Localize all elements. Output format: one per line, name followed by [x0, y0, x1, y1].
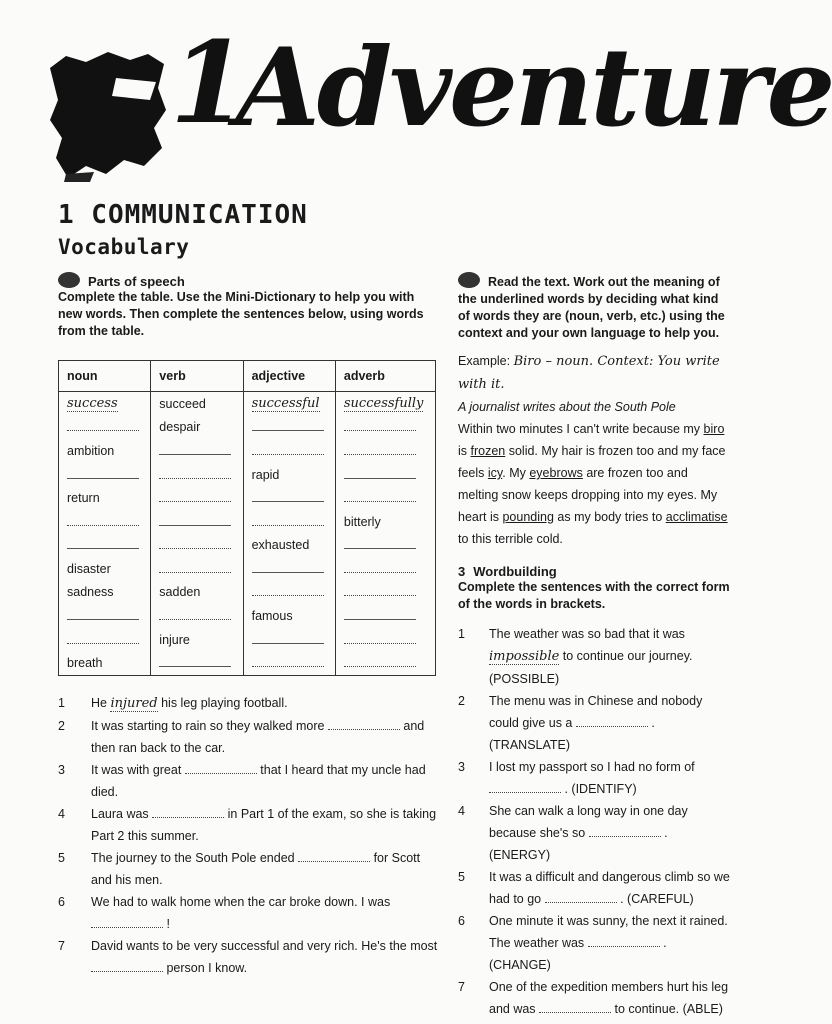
- table-cell: rapid: [243, 463, 335, 487]
- table-cell[interactable]: [335, 651, 435, 675]
- wordbuilding-item: 5 It was a difficult and dangerous climb so we had to go . (CAREFUL): [458, 870, 730, 906]
- table-cell: successful: [243, 392, 335, 416]
- underlined-word: eyebrows: [529, 466, 583, 480]
- table-cell: success: [59, 392, 151, 416]
- unit-title: Adventure: [236, 25, 832, 151]
- answer-blank[interactable]: [159, 538, 231, 549]
- wordbuilding-item: 1 The weather was so bad that it was impossible to continue our journey. (POSSIBLE): [458, 627, 693, 686]
- table-row: [59, 510, 436, 534]
- answer-blank[interactable]: [589, 826, 661, 837]
- answer-blank[interactable]: [489, 782, 561, 793]
- underlined-word: acclimatise: [665, 510, 728, 524]
- handwritten-answer: impossible: [489, 649, 560, 664]
- table-cell[interactable]: [335, 463, 435, 487]
- table-cell: successfully: [335, 392, 435, 416]
- answer-blank[interactable]: [344, 538, 416, 549]
- answer-blank[interactable]: [298, 851, 370, 862]
- sentence-item: 5 The journey to the South Pole ended for Scott and his men.: [58, 851, 421, 887]
- answer-blank[interactable]: [344, 656, 416, 667]
- table-row: [59, 439, 436, 463]
- exercise-3-number: 3: [458, 564, 466, 579]
- answer-blank[interactable]: [545, 892, 617, 903]
- sentence-item: 1 He injured his leg playing football.: [58, 696, 288, 711]
- answer-blank[interactable]: [252, 420, 324, 431]
- answer-blank[interactable]: [252, 585, 324, 596]
- table-cell[interactable]: [59, 533, 151, 557]
- table-cell[interactable]: [335, 533, 435, 557]
- table-row: [59, 392, 436, 416]
- table-cell[interactable]: [335, 628, 435, 652]
- sentence-item: 2 It was starting to rain so they walked more and then ran back to the car.: [58, 719, 425, 755]
- exercise-1-heading: Parts of speech: [58, 272, 438, 289]
- table-cell[interactable]: [243, 510, 335, 534]
- table-cell[interactable]: [151, 651, 243, 675]
- exercise-2-example: Example: Biro – noun. Context: You write with it.: [458, 354, 720, 392]
- table-cell[interactable]: [335, 604, 435, 628]
- table-row: [59, 416, 436, 440]
- table-cell[interactable]: [243, 486, 335, 510]
- table-cell[interactable]: [243, 628, 335, 652]
- sentence-item: 4 Laura was in Part 1 of the exam, so she is taking Part 2 this summer.: [58, 807, 437, 843]
- answer-blank[interactable]: [91, 917, 163, 928]
- table-cell[interactable]: [151, 533, 243, 557]
- table-cell[interactable]: [243, 557, 335, 581]
- table-header-adverb: adverb: [335, 361, 435, 392]
- answer-blank[interactable]: [159, 444, 231, 455]
- table-row: [59, 557, 436, 581]
- table-cell[interactable]: [335, 557, 435, 581]
- table-header-noun: noun: [59, 361, 151, 392]
- answer-blank[interactable]: [159, 562, 231, 573]
- brush-stroke-decoration: [46, 48, 170, 182]
- answer-blank[interactable]: [159, 656, 231, 667]
- unit-number: 1: [170, 18, 248, 149]
- exercise-1-sentences: [58, 692, 438, 979]
- sentence-item: 7 David wants to be very successful and very rich. He's the most person I know.: [58, 939, 438, 975]
- table-cell[interactable]: [335, 486, 435, 510]
- sentence-item: 6 We had to walk home when the car broke down. I was !: [58, 895, 391, 931]
- exercise-3-items: [458, 623, 730, 1020]
- table-cell[interactable]: [59, 416, 151, 440]
- underlined-word: icy: [487, 466, 503, 480]
- underlined-word: pounding: [502, 510, 554, 524]
- exercise-2-badge-icon: [458, 272, 480, 288]
- answer-blank[interactable]: [67, 468, 139, 479]
- table-cell[interactable]: [59, 510, 151, 534]
- answer-blank[interactable]: [185, 763, 257, 774]
- reading-intro: A journalist writes about the South Pole: [458, 400, 676, 414]
- exercise-1-instruction: Complete the table. Use the Mini-Dictionary to help you with new words. Then complete the sentences below, using words from the table.: [58, 290, 424, 338]
- exercise-3-instruction: Complete the sentences with the correct form of the words in brackets.: [458, 580, 730, 611]
- table-cell[interactable]: [151, 557, 243, 581]
- exercise-3: [458, 564, 730, 1020]
- answer-blank[interactable]: [344, 468, 416, 479]
- underlined-word: frozen: [470, 444, 506, 458]
- table-header-verb: verb: [151, 361, 243, 392]
- table-cell[interactable]: [59, 604, 151, 628]
- section-title: 1 COMMUNICATION: [58, 200, 308, 230]
- table-row: [59, 533, 436, 557]
- answer-blank[interactable]: [67, 538, 139, 549]
- sentence-item: 3 It was with great that I heard that my uncle had died.: [58, 763, 426, 799]
- table-cell[interactable]: [243, 581, 335, 605]
- table-cell: disaster: [59, 557, 151, 581]
- table-cell: despair: [151, 416, 243, 440]
- table-cell[interactable]: [59, 463, 151, 487]
- answer-blank[interactable]: [67, 420, 139, 431]
- table-header-adjective: adjective: [243, 361, 335, 392]
- answer-blank[interactable]: [67, 633, 139, 644]
- answer-blank[interactable]: [67, 515, 139, 526]
- answer-blank[interactable]: [159, 515, 231, 526]
- answer-blank[interactable]: [344, 562, 416, 573]
- underlined-word: biro: [703, 422, 725, 436]
- answer-blank[interactable]: [344, 609, 416, 620]
- wordbuilding-item: 6 One minute it was sunny, the next it rained. The weather was . (CHANGE): [458, 914, 728, 972]
- table-cell: famous: [243, 604, 335, 628]
- answer-blank[interactable]: [344, 420, 416, 431]
- table-cell[interactable]: [335, 581, 435, 605]
- answer-blank[interactable]: [252, 656, 324, 667]
- reading-text: Within two minutes I can't write because my biro is frozen solid. My hair is frozen too and my face feels icy. My eyebrows are frozen too and melting snow keeps dropping into my eyes. My heart is pounding as my body tries to acclimatise to this terrible cold.: [458, 422, 728, 546]
- table-cell: injure: [151, 628, 243, 652]
- answer-blank[interactable]: [539, 1002, 611, 1013]
- answer-blank[interactable]: [588, 936, 660, 947]
- table-cell[interactable]: [151, 439, 243, 463]
- wordbuilding-item: 2 The menu was in Chinese and nobody could give us a . (TRANSLATE): [458, 694, 703, 752]
- answer-blank[interactable]: [252, 491, 324, 502]
- answer-blank[interactable]: [152, 807, 224, 818]
- exercise-2-instruction: Read the text. Work out the meaning of the underlined words by deciding what kind of words they are (noun, verb, etc.) using the context and your own language to help you.: [458, 272, 730, 342]
- table-cell: return: [59, 486, 151, 510]
- table-cell[interactable]: [151, 463, 243, 487]
- answer-blank[interactable]: [252, 633, 324, 644]
- table-cell[interactable]: [151, 486, 243, 510]
- table-row: [59, 581, 436, 605]
- table-cell[interactable]: [59, 628, 151, 652]
- wordbuilding-item: 4 She can walk a long way in one day because she's so . (ENERGY): [458, 804, 688, 862]
- answer-blank[interactable]: [159, 491, 231, 502]
- table-cell: succeed: [151, 392, 243, 416]
- answer-blank[interactable]: [67, 609, 139, 620]
- answer-blank[interactable]: [576, 716, 648, 727]
- exercise-1: [58, 272, 438, 340]
- table-cell: bitterly: [335, 510, 435, 534]
- answer-blank[interactable]: [344, 444, 416, 455]
- answer-blank[interactable]: [252, 515, 324, 526]
- table-row: [59, 604, 436, 628]
- table-cell: sadness: [59, 581, 151, 605]
- answer-blank[interactable]: [252, 444, 324, 455]
- table-cell[interactable]: [243, 651, 335, 675]
- exercise-1-badge-icon: [58, 272, 80, 288]
- answer-blank[interactable]: [91, 961, 163, 972]
- table-cell: breath: [59, 651, 151, 675]
- table-cell[interactable]: [151, 604, 243, 628]
- table-row: [59, 651, 436, 675]
- answer-blank[interactable]: [159, 468, 231, 479]
- section-subtitle: Vocabulary: [58, 235, 190, 259]
- table-row: [59, 463, 436, 487]
- table-cell[interactable]: [335, 416, 435, 440]
- exercise-2: [458, 272, 730, 1020]
- table-cell[interactable]: [151, 510, 243, 534]
- answer-blank[interactable]: [344, 633, 416, 644]
- table-cell[interactable]: [335, 439, 435, 463]
- table-row: [59, 628, 436, 652]
- answer-blank[interactable]: [252, 562, 324, 573]
- parts-of-speech-table: [58, 360, 436, 676]
- table-cell: ambition: [59, 439, 151, 463]
- answer-blank[interactable]: [328, 719, 400, 730]
- wordbuilding-item: 3 I lost my passport so I had no form of . (IDENTIFY): [458, 760, 695, 796]
- answer-blank[interactable]: [344, 585, 416, 596]
- unit-header: [0, 0, 832, 200]
- example-handwritten-answer: Biro – noun. Context: You write with it.: [458, 354, 720, 392]
- answer-blank[interactable]: [344, 491, 416, 502]
- table-cell: sadden: [151, 581, 243, 605]
- answer-blank[interactable]: [159, 609, 231, 620]
- table-cell[interactable]: [243, 439, 335, 463]
- table-row: [59, 486, 436, 510]
- table-cell: exhausted: [243, 533, 335, 557]
- table-cell[interactable]: [243, 416, 335, 440]
- handwritten-answer: injured: [110, 696, 158, 711]
- wordbuilding-item: 7 One of the expedition members hurt his leg and was to continue. (ABLE): [458, 980, 729, 1016]
- exercise-3-heading: 3 Wordbuilding: [458, 564, 557, 579]
